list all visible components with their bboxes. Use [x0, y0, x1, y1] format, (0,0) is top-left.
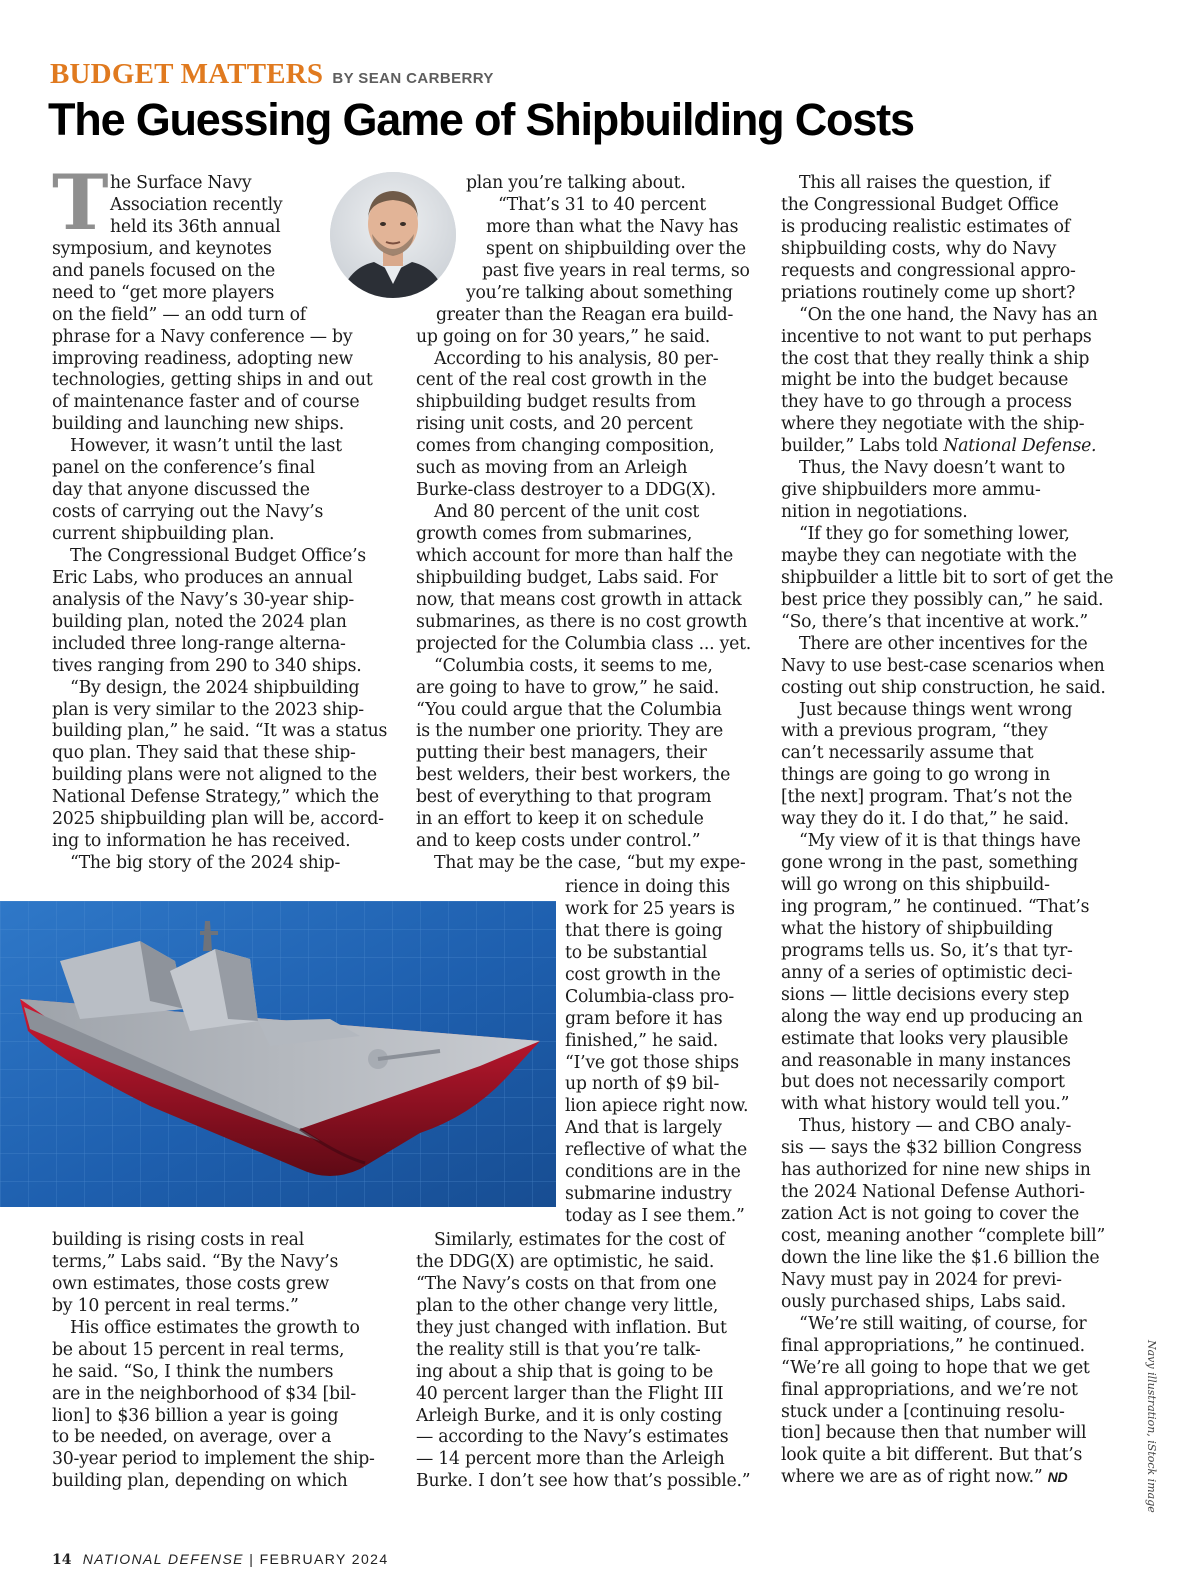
body-line: finished,” he said.: [565, 1030, 719, 1051]
body-line: but does not necessarily comport: [781, 1072, 1065, 1093]
body-line: up going on for 30 years,” he said.: [416, 326, 711, 347]
section-kicker: [50, 58, 494, 91]
body-line: estimate that looks very plausible: [781, 1028, 1069, 1049]
body-line: anny of a series of optimistic deci-: [781, 962, 1073, 983]
body-line: look quite a bit different. But that’s: [781, 1445, 1083, 1466]
body-line: is producing realistic estimates of: [781, 216, 1070, 237]
body-line: cent of the real cost growth in the: [416, 370, 707, 391]
body-line: And that is largely: [565, 1118, 722, 1139]
body-line: with a previous program, “they: [781, 721, 1048, 742]
body-line: [the next] program. That’s not the: [781, 787, 1073, 808]
body-line: growth comes from submarines,: [416, 524, 693, 544]
body-line: included three long-range alterna-: [52, 633, 346, 654]
body-line: shipbuilding costs, why do Navy: [781, 238, 1057, 259]
body-line: Association recently: [110, 194, 283, 215]
body-line: “The Navy’s costs on that from one: [416, 1273, 717, 1294]
body-line: building and launching new ships.: [52, 414, 344, 435]
body-line: His office estimates the growth to: [70, 1317, 360, 1338]
body-line: “On the one hand, the Navy has an: [799, 304, 1098, 325]
body-line: best welders, their best workers, the: [416, 765, 731, 786]
body-line: submarine industry: [565, 1184, 732, 1205]
end-mark: ND: [1047, 1469, 1068, 1486]
body-line: greater than the Reagan era build-: [436, 304, 734, 325]
body-line: incentive to not want to put perhaps: [781, 326, 1092, 347]
article-headline: The Guessing Game of Shipbuilding Costs: [48, 94, 914, 145]
body-line: That may be the case, “but my expe-: [434, 853, 746, 874]
body-line: rising unit costs, and 20 percent: [416, 414, 693, 435]
body-line: ously purchased ships, Labs said.: [781, 1291, 1067, 1312]
body-line: day that anyone discussed the: [52, 480, 310, 501]
byline: BY SEAN CARBERRY: [332, 70, 494, 87]
body-line: And 80 percent of the unit cost: [434, 502, 700, 523]
body-line: phrase for a Navy conference — by: [52, 326, 353, 347]
body-line-text: builder,” Labs told: [781, 436, 939, 457]
body-line: plan you’re talking about.: [466, 173, 686, 193]
body-line: ing about a ship that is going to be: [416, 1361, 713, 1382]
body-line: they just changed with inflation. But: [416, 1317, 727, 1338]
body-line: the Congressional Budget Office: [781, 194, 1059, 215]
body-line: the DDG(X) are optimistic, he said.: [416, 1251, 715, 1272]
body-line: “We’re still waiting, of course, for: [799, 1313, 1087, 1334]
body-line: what the history of shipbuilding: [781, 918, 1053, 939]
body-line: “You could argue that the Columbia: [416, 699, 722, 720]
body-line: Arleigh Burke, and it is only costing: [416, 1405, 723, 1426]
page-number: 14: [52, 1552, 72, 1568]
publication-name: National Defense.: [943, 436, 1097, 457]
body-line: tives ranging from 290 to 340 ships.: [52, 655, 362, 676]
body-line: submarines, as there is no cost growth: [416, 611, 748, 632]
body-line: This all raises the question, if: [799, 173, 1050, 193]
body-line: quo plan. They said that these ship-: [52, 743, 356, 764]
body-line-text: where we are as of right now.”: [781, 1467, 1043, 1488]
body-line: be about 15 percent in real terms,: [52, 1339, 345, 1360]
body-line: However, it wasn’t until the last: [70, 436, 342, 457]
body-line: up north of $9 bil-: [565, 1074, 720, 1095]
body-line: stuck under a [continuing resolu-: [781, 1401, 1065, 1422]
body-line: The Congressional Budget Office’s: [70, 545, 366, 566]
issue-date: FEBRUARY 2024: [259, 1551, 389, 1567]
body-line: cost growth in the: [565, 964, 721, 985]
column-2-bottom: [416, 1230, 761, 1493]
body-line: lion apiece right now.: [565, 1096, 749, 1117]
body-line: on the field” — an odd turn of: [52, 304, 306, 325]
body-line: Thus, history — and CBO analy-: [799, 1116, 1072, 1137]
body-line: now, that means cost growth in attack: [416, 589, 742, 610]
body-line: plan is very similar to the 2023 ship-: [52, 699, 364, 720]
body-line: the reality still is that you’re talk-: [416, 1339, 701, 1360]
body-line: are going to have to grow,” he said.: [416, 677, 719, 698]
body-line: “I’ve got those ships: [565, 1052, 739, 1073]
body-line: and reasonable in many instances: [781, 1050, 1071, 1071]
body-line: down the line like the $1.6 billion the: [781, 1247, 1100, 1268]
body-line: building plan,” he said. “It was a status: [52, 721, 388, 742]
body-line: ing program,” he continued. “That’s: [781, 896, 1090, 917]
body-line: to be needed, on average, over a: [52, 1427, 332, 1448]
body-line: Navy must pay in 2024 for previ-: [781, 1269, 1062, 1290]
body-line: with what history would tell you.”: [781, 1094, 1070, 1115]
column-1-top: [52, 173, 388, 875]
body-line: Columbia-class pro-: [565, 986, 734, 1007]
body-line: shipbuilding budget, Labs said. For: [416, 567, 718, 588]
body-line: — 14 percent more than the Arleigh: [416, 1449, 725, 1470]
body-line: has authorized for nine new ships in: [781, 1160, 1091, 1181]
body-line: Burke. I don’t see how that’s possible.”: [416, 1471, 751, 1492]
body-line-with-italic: [781, 436, 1126, 458]
body-line: building plan, noted the 2024 plan: [52, 611, 347, 632]
body-line: “By design, the 2024 shipbuilding: [70, 677, 360, 698]
body-line: gone wrong in the past, something: [781, 853, 1078, 874]
body-line: can’t necessarily assume that: [781, 743, 1034, 764]
magazine-name: NATIONAL DEFENSE: [82, 1551, 244, 1567]
drop-cap: T: [52, 158, 109, 247]
body-line: Thus, the Navy doesn’t want to: [799, 458, 1066, 479]
body-line: symposium, and keynotes: [52, 238, 272, 259]
body-line: putting their best managers, their: [416, 743, 707, 764]
body-line: According to his analysis, 80 per-: [434, 348, 719, 369]
body-line: by 10 percent in real terms.”: [52, 1295, 299, 1316]
body-line: terms,” Labs said. “By the Navy’s: [52, 1251, 339, 1272]
body-line: “Columbia costs, it seems to me,: [434, 655, 713, 676]
body-line: in an effort to keep it on schedule: [416, 809, 704, 830]
body-line: rience in doing this: [565, 877, 730, 897]
body-line: maybe they can negotiate with the: [781, 545, 1077, 566]
body-line: panel on the conference’s final: [52, 458, 315, 479]
body-line: past five years in real terms, so: [482, 260, 750, 281]
body-line: which account for more than half the: [416, 545, 733, 566]
body-line: and panels focused on the: [52, 260, 275, 281]
body-line: best of everything to that program: [416, 787, 712, 808]
body-line: “If they go for something lower,: [799, 524, 1070, 544]
body-line: building plans were not aligned to the: [52, 765, 377, 786]
section-label: BUDGET MATTERS: [50, 58, 324, 90]
body-line: Burke-class destroyer to a DDG(X).: [416, 480, 716, 501]
body-line: will go wrong on this shipbuild-: [781, 875, 1050, 895]
body-line: the cost that they really think a ship: [781, 348, 1090, 369]
body-line: more than what the Navy has: [486, 216, 739, 237]
body-line: “So, there’s that incentive at work.”: [781, 611, 1088, 632]
column-2-top: [416, 173, 756, 875]
body-line: plan to the other change very little,: [416, 1295, 719, 1316]
body-line: you’re talking about something: [466, 282, 733, 303]
body-line: where they negotiate with the ship-: [781, 414, 1085, 435]
body-line: gram before it has: [565, 1008, 723, 1029]
body-line: shipbuilding budget results from: [416, 392, 696, 413]
body-line: shipbuilder a little bit to sort of get the: [781, 567, 1114, 588]
body-line: and to keep costs under control.”: [416, 831, 701, 852]
ship-illustration: [0, 901, 556, 1207]
body-line: he said. “So, I think the numbers: [52, 1361, 334, 1382]
body-line: Eric Labs, who produces an annual: [52, 567, 353, 588]
body-line: “The big story of the 2024 ship-: [70, 853, 341, 874]
body-line: costing out ship construction, he said.: [781, 677, 1106, 698]
body-line: conditions are in the: [565, 1162, 741, 1183]
photo-credit: [1140, 1340, 1160, 1513]
body-line: way they do it. I do that,” he said.: [781, 809, 1069, 830]
body-line: analysis of the Navy’s 30-year ship-: [52, 589, 354, 610]
page-footer: [52, 1551, 389, 1568]
body-line: work for 25 years is: [565, 898, 735, 919]
body-line: that there is going: [565, 920, 723, 941]
body-line: such as moving from an Arleigh: [416, 458, 688, 479]
column-2-wrap: [565, 877, 765, 1228]
body-line: 30-year period to implement the ship-: [52, 1449, 375, 1470]
body-line: projected for the Columbia class ... yet.: [416, 633, 752, 654]
body-line: building plan, depending on which: [52, 1471, 348, 1492]
body-line: are in the neighborhood of $34 [bil-: [52, 1383, 356, 1404]
body-line: 40 percent larger than the Flight III: [416, 1383, 724, 1404]
body-line: — according to the Navy’s estimates: [416, 1427, 729, 1448]
body-line-final: [781, 1467, 1126, 1489]
body-line: ing to information he has received.: [52, 831, 351, 852]
body-line: along the way end up producing an: [781, 1006, 1083, 1027]
body-line: priations routinely come up short?: [781, 282, 1076, 303]
body-line: building is rising costs in real: [52, 1230, 305, 1250]
body-line: comes from changing composition,: [416, 436, 715, 457]
body-line: technologies, getting ships in and out: [52, 370, 373, 391]
body-line: final appropriations, and we’re not: [781, 1379, 1078, 1400]
body-line: sions — little decisions every step: [781, 984, 1070, 1005]
column-3: [781, 173, 1126, 1489]
body-line: 2025 shipbuilding plan will be, accord-: [52, 809, 384, 830]
body-line: of maintenance faster and of course: [52, 392, 360, 413]
body-line: the 2024 National Defense Authori-: [781, 1182, 1085, 1203]
body-line: reflective of what the: [565, 1140, 748, 1161]
photo-credit-text: Navy illustration, iStock image: [1145, 1340, 1158, 1513]
body-line: own estimates, those costs grew: [52, 1273, 330, 1294]
body-line: costs of carrying out the Navy’s: [52, 502, 324, 523]
ddgx-ship-image: [0, 901, 556, 1207]
body-line: they have to go through a process: [781, 392, 1072, 413]
body-line: he Surface Navy: [110, 173, 252, 193]
body-line: best price they possibly can,” he said.: [781, 589, 1104, 610]
body-line: lion] to $36 billion a year is going: [52, 1405, 339, 1426]
body-line: National Defense Strategy,” which the: [52, 787, 379, 808]
body-line: tion] because then that number will: [781, 1423, 1087, 1444]
body-line: might be into the budget because: [781, 370, 1069, 391]
body-line: held its 36th annual: [110, 216, 281, 237]
body-line: zation Act is not going to cover the: [781, 1204, 1080, 1225]
column-1-bottom: [52, 1230, 392, 1493]
body-line: “My view of it is that things have: [799, 831, 1081, 852]
body-line: Similarly, estimates for the cost of: [434, 1230, 725, 1250]
body-line: final appropriations,” he continued.: [781, 1335, 1085, 1356]
body-line: things are going to go wrong in: [781, 765, 1050, 786]
body-line: spent on shipbuilding over the: [486, 238, 746, 259]
footer-separator: |: [249, 1551, 255, 1567]
body-line: today as I see them.”: [565, 1206, 745, 1227]
body-line: Just because things went wrong: [799, 699, 1073, 720]
body-line: current shipbuilding plan.: [52, 524, 275, 544]
body-line: cost, meaning another “complete bill”: [781, 1226, 1106, 1246]
body-line: need to “get more players: [52, 282, 275, 303]
body-line: “That’s 31 to 40 percent: [498, 194, 706, 215]
body-line: improving readiness, adopting new: [52, 348, 353, 369]
body-line: requests and congressional appro-: [781, 260, 1076, 281]
body-line: There are other incentives for the: [799, 633, 1088, 654]
body-line: give shipbuilders more ammu-: [781, 480, 1041, 501]
body-line: sis — says the $32 billion Congress: [781, 1138, 1082, 1159]
body-line: to be substantial: [565, 942, 707, 963]
body-line: programs tells us. So, it’s that tyr-: [781, 940, 1073, 961]
body-line: “We’re all going to hope that we get: [781, 1357, 1090, 1378]
body-line: Navy to use best-case scenarios when: [781, 655, 1105, 676]
body-line: nition in negotiations.: [781, 502, 968, 523]
body-line: is the number one priority. They are: [416, 721, 723, 742]
